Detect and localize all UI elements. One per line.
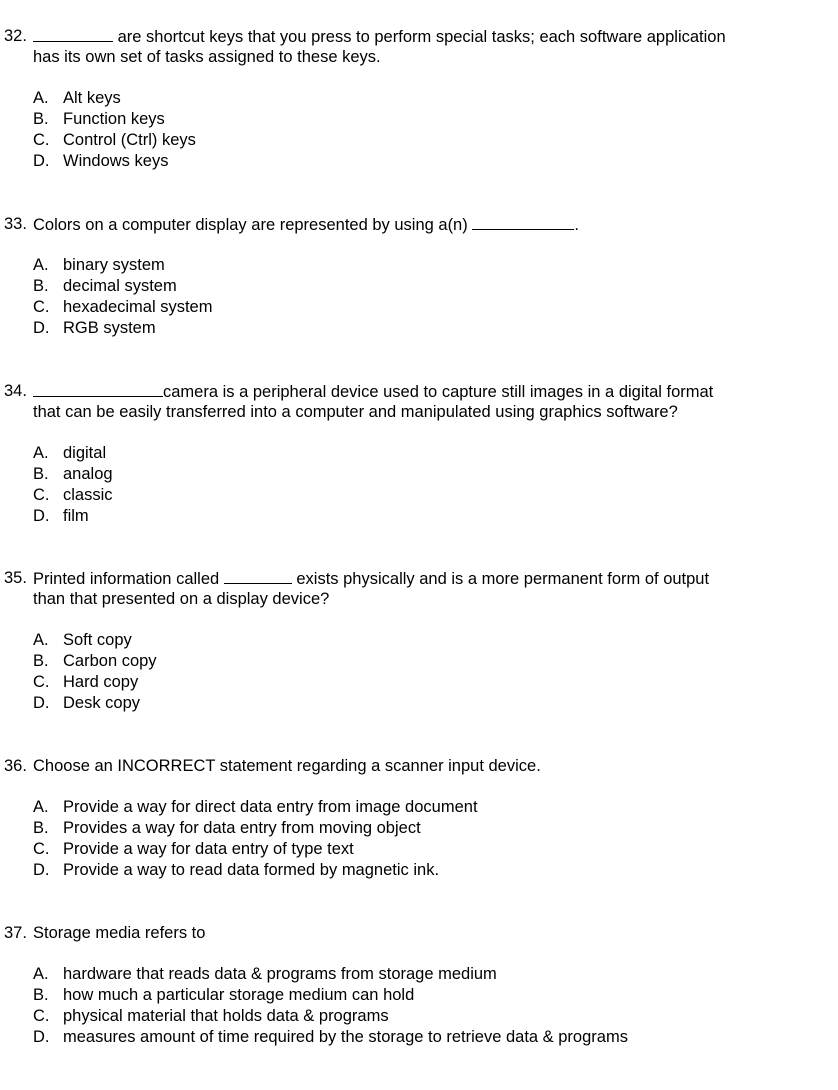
answer-blank [472, 214, 574, 230]
question-text [33, 568, 709, 590]
options-list [0, 630, 838, 714]
option-letter: A. [33, 965, 49, 983]
question-continuation: that can be easily transferred into a computer and manipulated using graphics software? [33, 403, 678, 421]
option-letter: B. [33, 819, 49, 837]
option-b [0, 464, 838, 485]
question-33 [0, 214, 838, 339]
option-letter: B. [33, 986, 49, 1004]
option-letter: A. [33, 631, 49, 649]
question-text-part: Colors on a computer display are represented by using a(n) [33, 216, 468, 234]
option-text: Provides a way for data entry from moving object [63, 819, 421, 837]
option-b [0, 109, 838, 130]
option-text: Control (Ctrl) keys [63, 131, 196, 149]
question-line [0, 756, 838, 777]
option-c [0, 672, 838, 693]
question-line [0, 214, 838, 235]
option-letter: B. [33, 277, 49, 295]
option-text: hexadecimal system [63, 298, 213, 316]
question-text-part: are shortcut keys that you press to perform special tasks; each software application [117, 28, 726, 46]
options-list [0, 443, 838, 527]
option-letter: C. [33, 673, 50, 691]
option-a [0, 964, 838, 985]
option-text: decimal system [63, 277, 177, 295]
option-text: Provide a way for data entry of type text [63, 840, 354, 858]
question-line [0, 923, 838, 944]
options-list [0, 964, 838, 1048]
question-line [0, 568, 838, 589]
options-list [0, 797, 838, 881]
question-number: 32. [4, 27, 27, 45]
option-b [0, 818, 838, 839]
answer-blank [224, 568, 292, 584]
option-d [0, 151, 838, 172]
option-letter: C. [33, 1007, 50, 1025]
question-text [33, 26, 726, 48]
question-text-part: Printed information called [33, 570, 220, 588]
option-d [0, 860, 838, 881]
option-c [0, 839, 838, 860]
question-text [33, 381, 713, 403]
option-letter: B. [33, 110, 49, 128]
question-text-part: exists physically and is a more permanent form of output [296, 570, 710, 588]
option-text: Hard copy [63, 673, 139, 691]
option-c [0, 297, 838, 318]
question-continuation: has its own set of tasks assigned to these keys. [33, 48, 381, 66]
option-a [0, 255, 838, 276]
question-continuation: than that presented on a display device? [33, 590, 330, 608]
option-text: Desk copy [63, 694, 141, 712]
question-37 [0, 923, 838, 1048]
option-letter: C. [33, 298, 50, 316]
option-text: hardware that reads data & programs from storage medium [63, 965, 497, 983]
option-letter: C. [33, 840, 50, 858]
question-35 [0, 568, 838, 714]
option-text: binary system [63, 256, 165, 274]
question-text-part: . [574, 216, 579, 234]
options-list [0, 88, 838, 172]
question-text-part: Storage media refers to [33, 924, 206, 942]
option-a [0, 443, 838, 464]
option-a [0, 797, 838, 818]
option-text: Alt keys [63, 89, 121, 107]
question-line [0, 26, 838, 47]
option-text: physical material that holds data & programs [63, 1007, 389, 1025]
option-text: Windows keys [63, 152, 169, 170]
option-b [0, 651, 838, 672]
option-d [0, 1027, 838, 1048]
option-letter: D. [33, 152, 50, 170]
option-letter: A. [33, 444, 49, 462]
option-b [0, 985, 838, 1006]
question-number: 36. [4, 757, 27, 775]
option-text: how much a particular storage medium can hold [63, 986, 415, 1004]
answer-blank [33, 381, 163, 397]
option-d [0, 506, 838, 527]
question-text [33, 756, 541, 777]
question-32 [0, 26, 838, 172]
option-text: Soft copy [63, 631, 132, 649]
question-number: 33. [4, 215, 27, 233]
option-text: analog [63, 465, 113, 483]
option-letter: C. [33, 131, 50, 149]
option-letter: B. [33, 652, 49, 670]
question-36 [0, 756, 838, 881]
option-c [0, 130, 838, 151]
option-b [0, 276, 838, 297]
option-d [0, 693, 838, 714]
option-d [0, 318, 838, 339]
option-text: digital [63, 444, 107, 462]
option-letter: D. [33, 861, 50, 879]
question-number: 35. [4, 569, 27, 587]
question-text [33, 214, 579, 236]
question-number: 37. [4, 924, 27, 942]
option-letter: C. [33, 486, 50, 504]
question-text-part: Choose an INCORRECT statement regarding a scanner input device. [33, 757, 541, 775]
question-34 [0, 381, 838, 527]
option-text: RGB system [63, 319, 156, 337]
option-letter: D. [33, 694, 50, 712]
option-letter: A. [33, 798, 49, 816]
option-text: measures amount of time required by the storage to retrieve data & programs [63, 1028, 628, 1046]
option-c [0, 1006, 838, 1027]
option-letter: A. [33, 89, 49, 107]
question-number: 34. [4, 382, 27, 400]
option-a [0, 88, 838, 109]
option-text: Carbon copy [63, 652, 157, 670]
option-text: Provide a way for direct data entry from image document [63, 798, 478, 816]
option-letter: D. [33, 507, 50, 525]
question-text [33, 923, 205, 944]
option-letter: D. [33, 1028, 50, 1046]
option-text: Function keys [63, 110, 165, 128]
option-text: Provide a way to read data formed by magnetic ink. [63, 861, 440, 879]
option-a [0, 630, 838, 651]
answer-blank [33, 26, 113, 42]
option-text: classic [63, 486, 113, 504]
question-line [0, 381, 838, 402]
option-letter: A. [33, 256, 49, 274]
question-text-part: camera is a peripheral device used to capture still images in a digital format [163, 383, 714, 401]
options-list [0, 255, 838, 339]
option-letter: D. [33, 319, 50, 337]
option-c [0, 485, 838, 506]
option-text: film [63, 507, 89, 525]
option-letter: B. [33, 465, 49, 483]
